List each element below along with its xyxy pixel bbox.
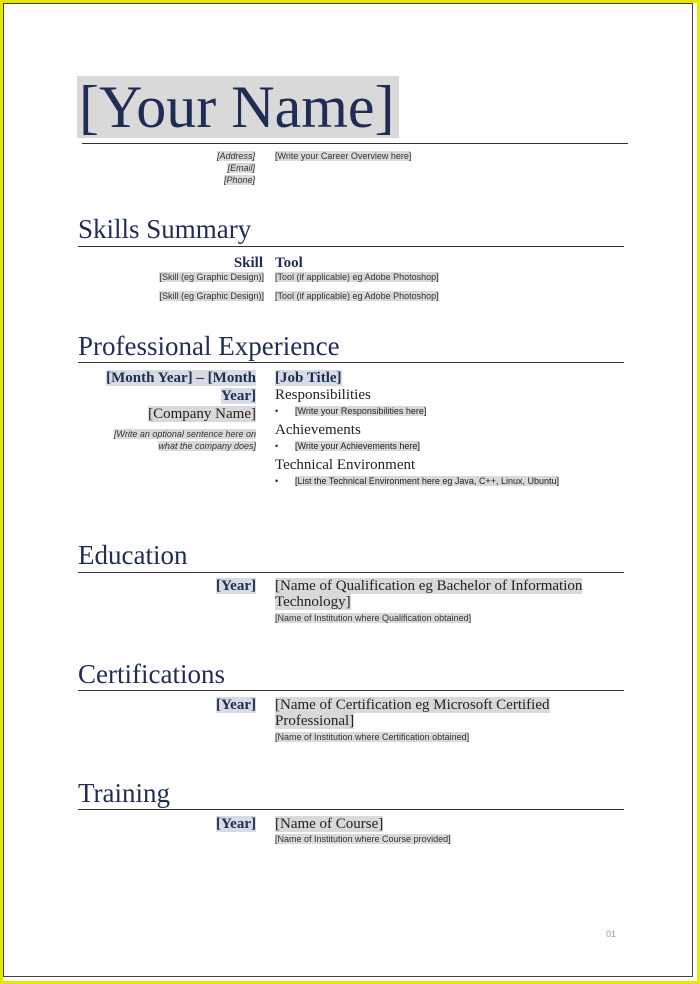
address-field[interactable] — [217, 150, 255, 162]
company-name[interactable] — [56, 406, 256, 423]
qualification-line-2: Technology] — [275, 594, 351, 610]
experience-title: Professional Experience — [78, 331, 340, 361]
certification-institution-text: [Name of Institution where Certification obtained] — [275, 732, 470, 742]
training-year[interactable] — [216, 816, 256, 833]
tool-row-1-text: [Tool (if applicable) eg Adobe Photoshop] — [275, 272, 439, 282]
company-name-text: [Company Name] — [148, 406, 256, 422]
experience-right-column — [275, 369, 635, 486]
education-title: Education — [78, 540, 188, 570]
education-year[interactable] — [216, 578, 256, 595]
period-line-1: [Month Year] – [Month — [106, 370, 256, 386]
career-overview[interactable] — [275, 151, 411, 161]
job-title[interactable] — [275, 369, 635, 387]
certification-name[interactable] — [275, 697, 625, 729]
responsibilities-item[interactable] — [275, 406, 635, 416]
job-title-text: [Job Title] — [275, 370, 342, 386]
education-year-text: [Year] — [216, 578, 256, 594]
training-title: Training — [78, 778, 171, 808]
skill-row-1-text: [Skill (eg Graphic Design)] — [159, 272, 264, 282]
page-number: 01 — [605, 929, 616, 939]
certification-details — [275, 697, 625, 742]
education-details — [275, 578, 625, 623]
course-name[interactable] — [275, 816, 625, 832]
certifications-title: Certifications — [78, 659, 225, 689]
achievements-item-text: [Write your Achievements here] — [295, 441, 420, 451]
training-rule — [78, 809, 624, 810]
skill-row-1[interactable] — [159, 272, 264, 282]
education-rule — [78, 572, 624, 573]
qualification-name[interactable] — [275, 578, 625, 610]
training-institution[interactable] — [275, 834, 625, 844]
phone-field[interactable] — [217, 174, 255, 186]
responsibilities-label: Responsibilities — [275, 387, 371, 403]
achievements-label: Achievements — [275, 422, 361, 438]
contact-block — [217, 150, 255, 186]
phone-text: [Phone] — [223, 175, 255, 185]
career-overview-text: [Write your Career Overview here] — [275, 151, 412, 161]
email-text: [Email] — [227, 163, 255, 173]
tool-row-2-text: [Tool (if applicable) eg Adobe Photoshop] — [275, 291, 439, 301]
bullet-icon: • — [275, 406, 279, 416]
technical-environment-label: Technical Environment — [275, 457, 416, 473]
address-text: [Address] — [216, 151, 255, 161]
skill-row-2[interactable] — [159, 291, 264, 301]
name-rule — [82, 143, 628, 144]
education-institution-text: [Name of Institution where Qualification obtained] — [275, 613, 472, 623]
technical-environment-item-text: [List the Technical Environment here eg Java, C++, Linux, Ubuntu] — [295, 476, 559, 486]
certification-institution[interactable] — [275, 732, 625, 742]
email-field[interactable] — [217, 162, 255, 174]
bullet-icon: • — [275, 441, 279, 451]
skill-column-header: Skill — [233, 255, 263, 271]
achievements-item[interactable] — [275, 441, 635, 451]
name-heading[interactable]: [Your Name] — [77, 76, 399, 138]
company-description[interactable] — [56, 428, 256, 452]
training-details — [275, 816, 625, 844]
education-institution[interactable] — [275, 613, 625, 623]
experience-rule — [78, 362, 624, 363]
experience-left-column — [56, 369, 256, 452]
company-description-line-2: what the company does] — [158, 441, 256, 451]
tool-row-2[interactable] — [275, 291, 439, 301]
tool-row-1[interactable] — [275, 272, 439, 282]
employment-period[interactable] — [56, 369, 256, 405]
document-page — [3, 3, 693, 977]
training-institution-text: [Name of Institution where Course provided] — [275, 834, 451, 844]
bullet-icon: • — [275, 476, 279, 486]
certification-line-1: [Name of Certification eg Microsoft Certified — [275, 697, 550, 713]
company-description-line-1: [Write an optional sentence here on — [113, 429, 256, 439]
technical-environment-item[interactable] — [275, 476, 635, 486]
qualification-line-1: [Name of Qualification eg Bachelor of Information — [275, 578, 583, 594]
training-year-text: [Year] — [216, 816, 256, 832]
skills-title: Skills Summary — [78, 214, 252, 244]
skills-rule — [78, 246, 624, 247]
responsibilities-item-text: [Write your Responsibilities here] — [295, 406, 427, 416]
period-line-2: Year] — [221, 388, 256, 404]
certifications-rule — [78, 690, 624, 691]
skill-row-2-text: [Skill (eg Graphic Design)] — [159, 291, 264, 301]
certification-year-text: [Year] — [216, 697, 256, 713]
course-name-text: [Name of Course] — [275, 816, 384, 832]
certification-line-2: Professional] — [275, 713, 355, 729]
tool-column-header: Tool — [275, 255, 303, 271]
certification-year[interactable] — [216, 697, 256, 714]
